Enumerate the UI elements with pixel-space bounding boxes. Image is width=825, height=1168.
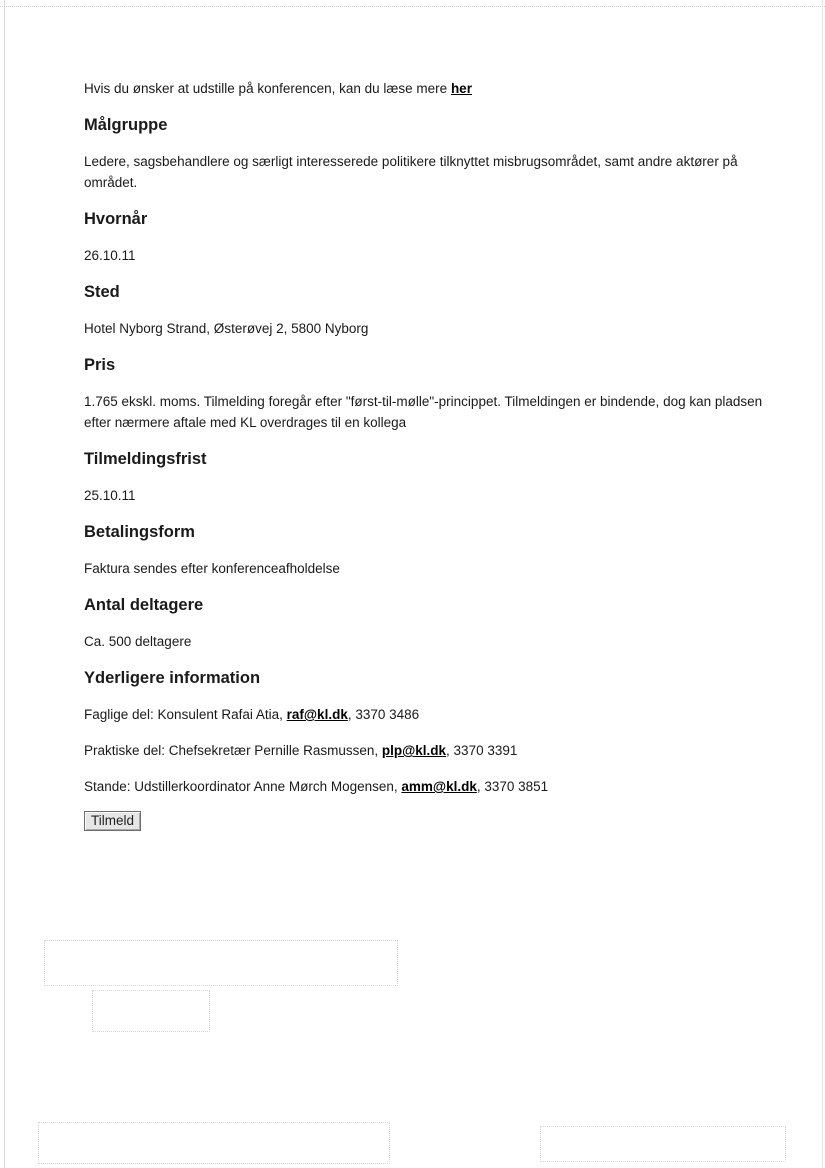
faded-scan-box-2 [92,990,210,1032]
contact-praktisk-prefix: Praktiske del: Chefsekretær Pernille Rasmussen, [84,743,382,758]
faded-scan-box-4 [540,1126,786,1162]
scan-edge-left [4,0,5,1168]
heading-pris: Pris [84,356,116,374]
faded-scan-box-1 [44,940,398,986]
heading-malgruppe: Målgruppe [84,116,168,134]
heading-betalingsform: Betalingsform [84,523,195,541]
exhibitor-info-link[interactable]: her [450,81,472,96]
tilmeld-button[interactable]: Tilmeld [84,811,141,831]
email-link-plp[interactable]: plp@kl.dk [381,743,447,758]
tilmeldingsfrist-text: 25.10.11 [84,488,136,503]
email-link-raf[interactable]: raf@kl.dk [286,707,348,722]
contact-line-stande [84,776,764,797]
faded-scan-box-3 [38,1122,390,1164]
antal-text: Ca. 500 deltagere [84,634,192,649]
contact-praktisk-phone: , 3370 3391 [446,743,518,758]
contact-stande-prefix: Stande: Udstillerkoordinator Anne Mørch Mogensen, [84,779,402,794]
heading-sted: Sted [84,283,120,301]
heading-tilmeldingsfrist: Tilmeldingsfrist [84,450,207,468]
contact-faglig-phone: , 3370 3486 [347,707,420,722]
document-body [84,78,764,831]
malgruppe-text: Ledere, sagsbehandlere og særligt interesserede politikere tilknyttet misbrugsområdet, samt andre aktører på området. [84,154,738,190]
contact-line-praktisk [84,740,764,761]
heading-yderligere: Yderligere information [84,669,261,687]
scan-edge-top [0,0,825,7]
contact-faglig-prefix: Faglige del: Konsulent Rafai Atia, [84,707,287,722]
intro-text: Hvis du ønsker at udstille på konferencen, kan du læse mere [84,81,451,96]
scan-edge-right [822,0,823,1168]
pris-text: 1.765 ekskl. moms. Tilmelding foregår efter "først-til-mølle"-princippet. Tilmeldingen er bindende, dog kan pladsen efter nærmere aftale med KL overdrages til en kollega [84,394,763,430]
sted-text: Hotel Nyborg Strand, Østerøvej 2, 5800 Nyborg [84,321,369,336]
hvornaar-text: 26.10.11 [84,248,136,263]
heading-hvornaar: Hvornår [84,210,148,228]
betalingsform-text: Faktura sendes efter konferenceafholdelse [84,561,340,576]
heading-antal: Antal deltagere [84,596,204,614]
contact-line-faglig [84,704,764,725]
intro-paragraph [84,78,764,99]
contact-stande-phone: , 3370 3851 [476,779,549,794]
email-link-amm[interactable]: amm@kl.dk [401,779,477,794]
